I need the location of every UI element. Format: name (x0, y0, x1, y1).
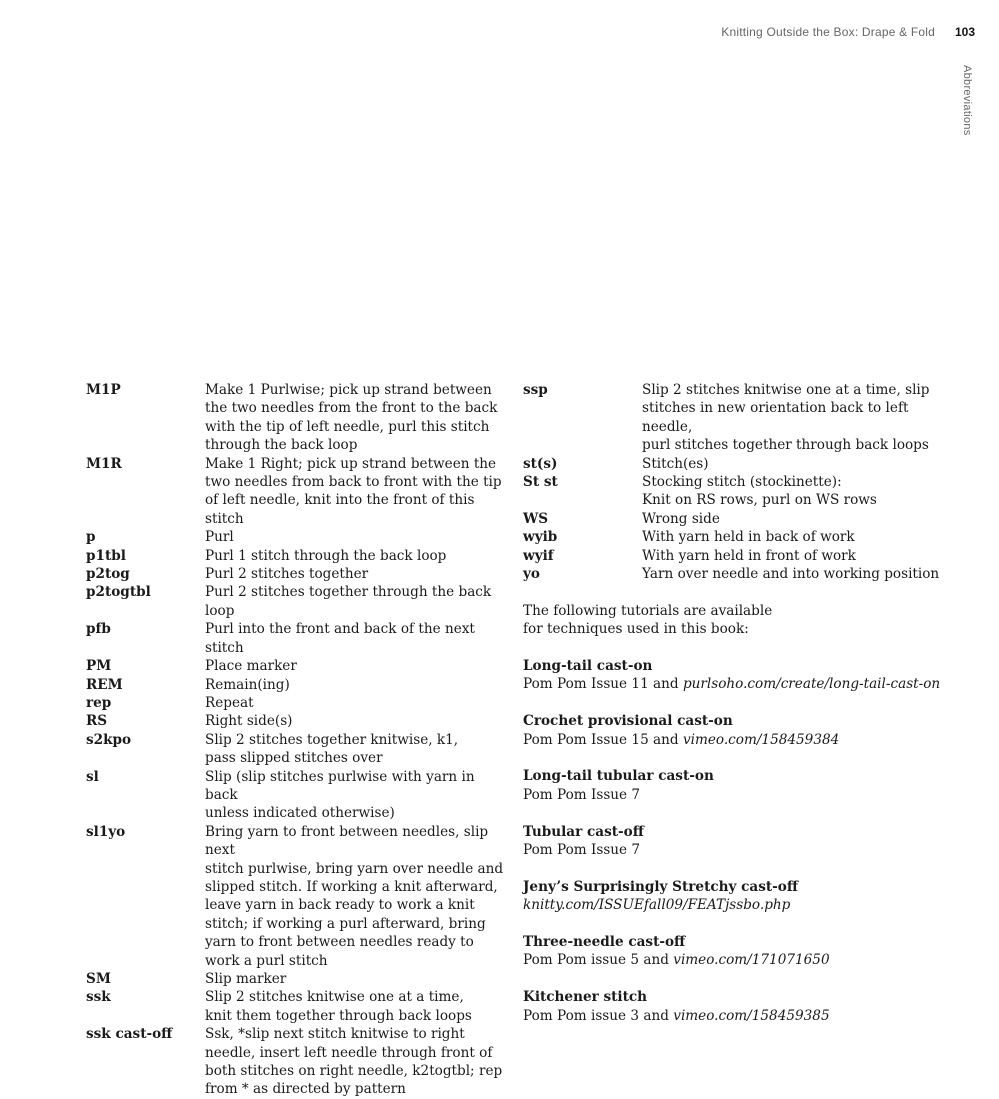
abbreviation-row (523, 528, 963, 546)
abbreviation-definition: Make 1 Right; pick up strand between the two needles from back to front with the tip of left needle, knit into the front of this stitch (205, 455, 502, 527)
abbreviation-term: rep (86, 694, 112, 711)
abbreviation-term: RS (86, 713, 108, 730)
abbreviation-term: WS (523, 510, 549, 527)
abbreviation-term: st(s) (523, 455, 558, 472)
abbreviation-row (523, 473, 963, 510)
tutorial-source: Pom Pom Issue 15 and (523, 731, 683, 748)
abbreviation-row (523, 455, 963, 473)
abbreviation-term: ssp (523, 382, 548, 398)
tutorial-source: Pom Pom issue 5 and (523, 952, 674, 969)
tutorial-source: Pom Pom Issue 7 (523, 786, 641, 803)
tutorial-link[interactable]: vimeo.com/158459385 (673, 1007, 830, 1024)
abbreviation-row (86, 620, 506, 657)
abbreviation-row (86, 657, 506, 675)
tutorial-link[interactable]: vimeo.com/158459384 (682, 731, 840, 748)
tutorial-link[interactable]: vimeo.com/171071650 (673, 952, 830, 969)
tutorial-title: Jeny’s Surprisingly Stretchy cast-off (523, 878, 799, 895)
abbreviation-row (86, 970, 506, 988)
tutorial-entry (523, 878, 963, 915)
abbreviations-right-column (523, 381, 963, 1025)
abbreviation-term: REM (86, 676, 123, 693)
abbreviation-term: sl (86, 768, 99, 785)
abbreviation-term: pfb (86, 621, 111, 638)
abbreviation-row (86, 1025, 506, 1099)
abbreviation-row (86, 768, 506, 823)
abbreviation-row (86, 547, 506, 565)
abbreviation-definition: Yarn over needle and into working position (642, 566, 940, 583)
abbreviation-definition: Right side(s) (205, 713, 293, 730)
abbreviation-definition: Purl into the front and back of the next stitch (205, 621, 475, 656)
tutorial-source: Pom Pom issue 3 and (523, 1007, 674, 1024)
abbreviation-row (86, 731, 506, 768)
abbreviation-definition: Make 1 Purlwise; pick up strand between the two needles from the front to the back with the tip of left needle, purl this stitch through the back loop (205, 382, 498, 454)
abbreviation-term: M1P (86, 382, 121, 398)
abbreviation-row (86, 988, 506, 1025)
abbreviation-definition: Remain(ing) (205, 676, 290, 693)
tutorial-entry (523, 712, 963, 749)
abbreviation-definition: With yarn held in front of work (642, 547, 856, 564)
abbreviation-row (86, 528, 506, 546)
abbreviation-row (86, 565, 506, 583)
tutorial-title: Kitchener stitch (523, 989, 648, 1006)
abbreviation-term: SM (86, 971, 111, 987)
abbreviation-term: sl1yo (86, 823, 126, 840)
abbreviation-row (523, 381, 963, 455)
tutorial-title: Long-tail cast-on (523, 658, 653, 675)
abbreviation-row (86, 823, 506, 970)
abbreviation-row (86, 676, 506, 694)
abbreviation-term: wyif (523, 547, 554, 564)
abbreviation-definition: With yarn held in back of work (642, 529, 855, 546)
abbreviation-definition: Slip 2 stitches knitwise one at a time, slip stitches in new orientation back to left needle, purl stitches together through back loops (642, 382, 930, 454)
abbreviation-definition: Place marker (205, 658, 297, 675)
abbreviation-row (86, 381, 506, 455)
abbreviation-term: M1R (86, 455, 122, 472)
abbreviation-term: ssk cast-off (86, 1026, 173, 1043)
running-head: Knitting Outside the Box: Drape & Fold (721, 25, 935, 39)
abbreviation-definition: Purl (205, 529, 234, 546)
tutorial-link[interactable]: purlsoho.com/create/long-tail-cast-on (682, 676, 941, 693)
abbreviation-term: p2togtbl (86, 584, 151, 601)
tutorial-entry (523, 657, 963, 694)
abbreviation-term: p (86, 529, 96, 546)
abbreviation-definition: Slip (slip stitches purlwise with yarn in back unless indicated otherwise) (205, 768, 475, 822)
abbreviation-term: p1tbl (86, 547, 126, 564)
abbreviation-term: p2tog (86, 566, 130, 583)
abbreviation-definition: Stitch(es) (642, 455, 709, 472)
tutorial-source: Pom Pom Issue 7 (523, 842, 641, 859)
abbreviation-row (523, 547, 963, 565)
abbreviation-definition: Wrong side (642, 510, 720, 527)
abbreviation-row (86, 694, 506, 712)
abbreviation-definition: Purl 2 stitches together (205, 566, 369, 583)
tutorial-entry (523, 823, 963, 860)
tutorial-title: Long-tail tubular cast-on (523, 768, 714, 785)
tutorial-title: Three-needle cast-off (523, 934, 686, 951)
tutorial-title: Tubular cast-off (523, 823, 644, 840)
tutorial-entry (523, 767, 963, 804)
abbreviation-definition: Repeat (205, 694, 254, 711)
abbreviation-definition: Purl 2 stitches together through the back loop (205, 584, 492, 619)
abbreviation-definition: Purl 1 stitch through the back loop (205, 547, 447, 564)
abbreviations-left-column (86, 381, 506, 1099)
abbreviation-term: PM (86, 658, 112, 675)
section-side-tab: Abbreviations (961, 65, 973, 136)
abbreviation-row (523, 565, 963, 583)
tutorial-entry (523, 988, 963, 1025)
abbreviation-term: s2kpo (86, 731, 132, 748)
abbreviation-definition: Slip marker (205, 971, 287, 987)
tutorial-link[interactable]: knitty.com/ISSUEfall09/FEATjssbo.php (523, 897, 791, 914)
abbreviation-definition: Slip 2 stitches together knitwise, k1, pass slipped stitches over (205, 731, 459, 767)
abbreviation-row (86, 583, 506, 620)
tutorial-source: Pom Pom Issue 11 and (523, 676, 683, 693)
abbreviation-term: wyib (523, 529, 558, 546)
abbreviation-definition: Stocking stitch (stockinette): Knit on RS rows, purl on WS rows (642, 474, 877, 509)
tutorials-intro: The following tutorials are available for techniques used in this book: (523, 602, 773, 638)
abbreviation-row (86, 712, 506, 730)
tutorial-entry (523, 933, 963, 970)
abbreviation-row (86, 455, 506, 529)
abbreviation-definition: Bring yarn to front between needles, slip next stitch purlwise, bring yarn over needle and slipped stitch. If working a knit afterward, leave yarn in back ready to work a knit stitch; if working a purl afterward, bring yarn to front between needles ready to work a purl stitch (205, 823, 504, 969)
page-number: 103 (954, 25, 975, 39)
abbreviation-term: yo (523, 566, 540, 583)
abbreviation-definition: Ssk, *slip next stitch knitwise to right needle, insert left needle through front of both stitches on right needle, k2togtbl; rep from * as directed by pattern (205, 1026, 503, 1098)
abbreviation-term: St st (523, 474, 558, 491)
abbreviation-term: ssk (86, 989, 111, 1006)
abbreviation-row (523, 510, 963, 528)
tutorial-title: Crochet provisional cast-on (523, 713, 733, 730)
abbreviation-definition: Slip 2 stitches knitwise one at a time, knit them together through back loops (205, 989, 472, 1024)
